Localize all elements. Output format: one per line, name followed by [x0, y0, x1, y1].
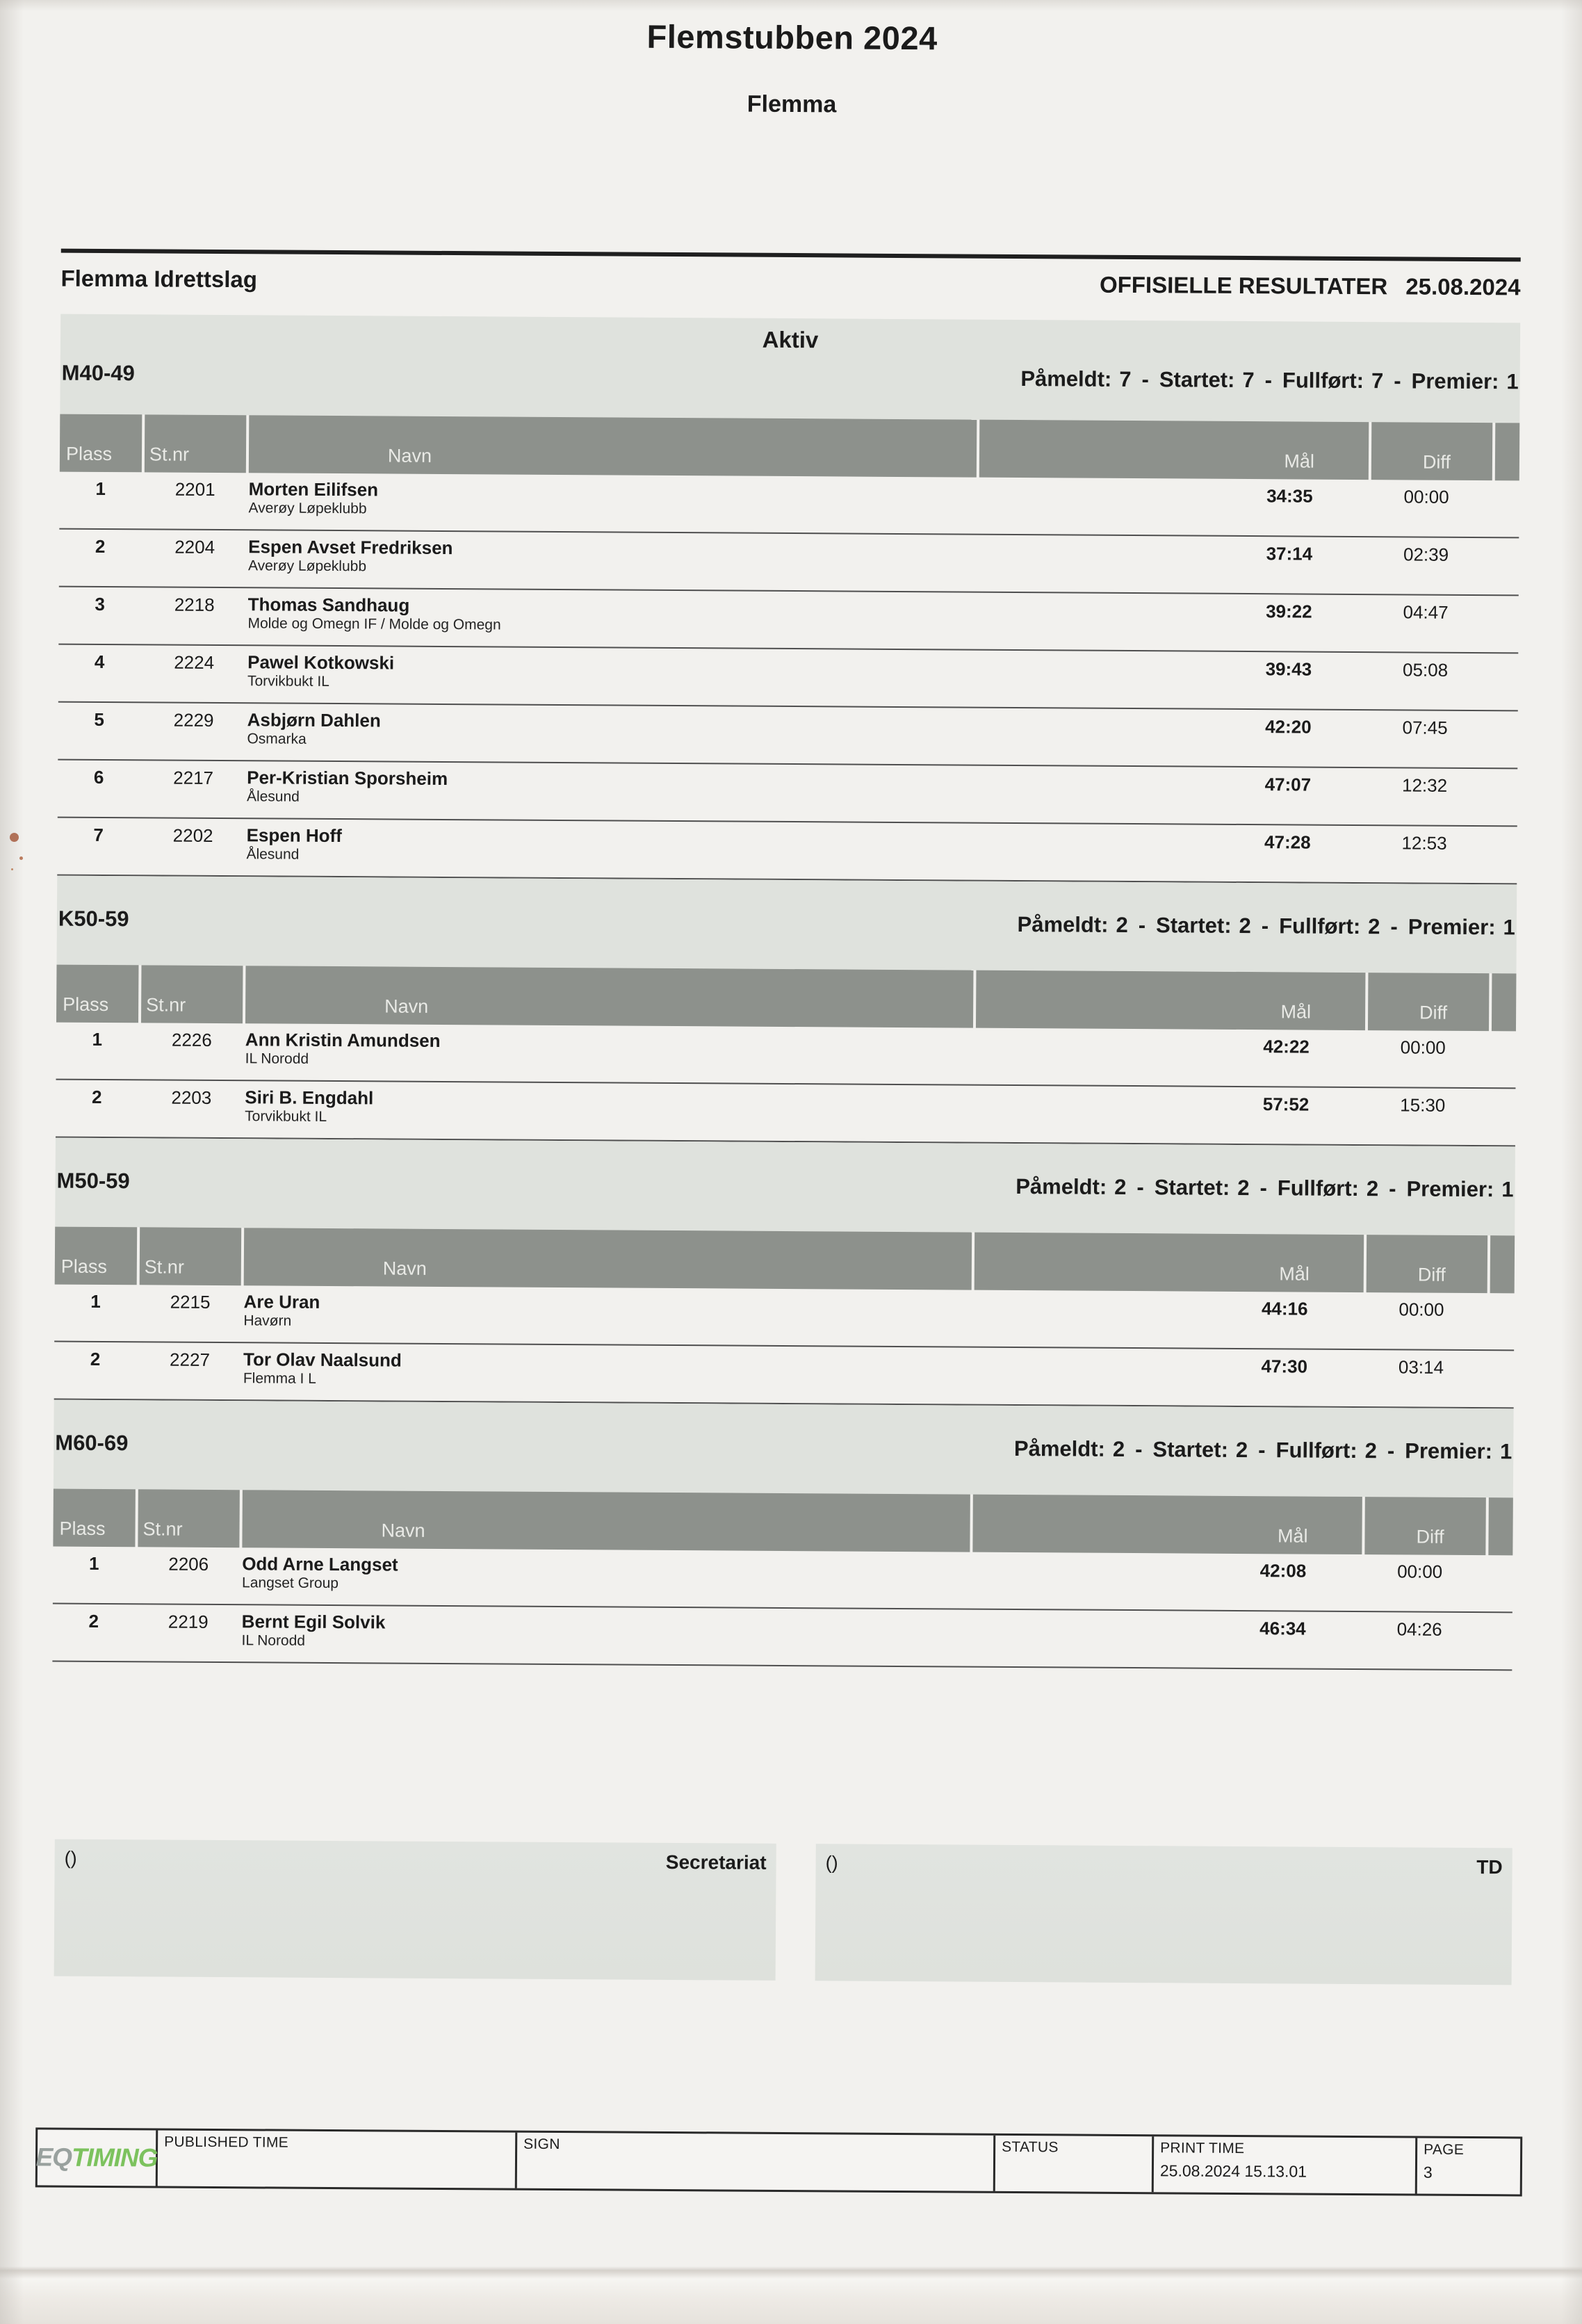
stat-separator: - [1394, 368, 1401, 393]
time-diff: 12:53 [1401, 832, 1447, 854]
column-header-maal: Mål [975, 1233, 1364, 1292]
section-band-k50-59 [57, 876, 1517, 974]
bib-number: 2229 [173, 709, 214, 731]
column-header-maal: Mål [979, 420, 1369, 480]
bib-number: 2215 [170, 1291, 211, 1313]
stat-separator: - [1136, 1175, 1144, 1200]
bib-number: 2217 [173, 767, 214, 788]
row-spare [1493, 717, 1517, 767]
section-stats [1016, 1174, 1514, 1202]
row-spare [1491, 1037, 1515, 1087]
stat-label-pameldt: Påmeldt: [1016, 1174, 1107, 1199]
athlete-name: Siri B. Engdahl [245, 1087, 374, 1109]
rank: 6 [93, 766, 104, 788]
finish-time: 42:08 [1259, 1560, 1307, 1582]
section-band-m60-69 [54, 1400, 1514, 1498]
section-stats [1017, 912, 1515, 940]
section-band-m50-59 [55, 1138, 1515, 1236]
section-title: M60-69 [55, 1430, 129, 1456]
bib-number: 2226 [171, 1029, 212, 1050]
time-diff: 12:32 [1401, 774, 1448, 796]
column-header-spare [1495, 423, 1520, 480]
row-spare [1494, 602, 1518, 652]
result-row [58, 587, 1518, 654]
athlete-name: Are Uran [243, 1291, 320, 1313]
result-row [58, 645, 1518, 712]
stat-label-fullfort: Fullført: [1279, 913, 1361, 939]
page-number: 3 [1423, 2163, 1433, 2181]
stat-label-fullfort: Fullført: [1277, 1176, 1360, 1201]
stat-value-startet: 2 [1235, 1437, 1248, 1463]
spacer [49, 1976, 1510, 2137]
athlete-club: Flemma I L [243, 1370, 316, 1387]
result-row [58, 703, 1517, 770]
stat-separator: - [1264, 368, 1273, 393]
finish-time: 47:07 [1264, 774, 1312, 795]
race-name: Flemma [747, 90, 837, 118]
section-header [60, 361, 1520, 395]
result-row [56, 1080, 1515, 1147]
result-row [53, 1547, 1512, 1614]
row-spare [1494, 544, 1519, 594]
rank: 1 [90, 1290, 101, 1312]
signature-area [54, 1839, 1515, 1985]
td-placeholder: () [825, 1852, 838, 1874]
sign-cell [517, 2133, 995, 2191]
row-spare [1488, 1561, 1512, 1611]
result-row [58, 761, 1517, 827]
rank: 3 [95, 593, 105, 615]
finish-time: 37:14 [1266, 543, 1313, 564]
stat-value-startet: 2 [1239, 913, 1251, 938]
time-diff: 07:45 [1402, 717, 1448, 738]
athlete-name: Odd Arne Langset [242, 1553, 398, 1575]
published-time-cell [158, 2130, 517, 2188]
stat-label-premier: Premier: [1408, 914, 1496, 940]
result-row [57, 818, 1517, 885]
result-row [56, 1023, 1515, 1089]
row-spare [1491, 1095, 1515, 1145]
stat-separator: - [1141, 367, 1149, 392]
time-diff: 02:39 [1403, 544, 1449, 565]
athlete-name: Morten Eilifsen [248, 478, 379, 501]
finish-time: 42:20 [1265, 716, 1312, 738]
column-header-stnr: St.nr [140, 1227, 242, 1285]
column-header-maal: Mål [976, 970, 1365, 1030]
results-table-header [55, 1227, 1515, 1294]
results-rows-k50-59 [56, 1023, 1516, 1147]
athlete-club: IL Norodd [241, 1632, 306, 1649]
athlete-name: Per-Kristian Sporsheim [247, 767, 448, 790]
print-footer-bar [35, 2127, 1522, 2196]
status-label: STATUS [1002, 2138, 1059, 2156]
stat-label-startet: Startet: [1155, 913, 1232, 938]
stat-separator: - [1258, 1438, 1266, 1463]
stat-label-startet: Startet: [1159, 367, 1235, 392]
stat-value-startet: 7 [1242, 367, 1255, 393]
row-spare [1487, 1619, 1512, 1669]
athlete-name: Espen Hoff [246, 824, 342, 847]
finish-time: 46:34 [1259, 1618, 1306, 1639]
column-header-navn: Navn [249, 415, 977, 477]
rank: 5 [94, 708, 104, 730]
row-spare [1490, 1357, 1514, 1407]
athlete-name: Bernt Egil Solvik [241, 1611, 386, 1633]
time-diff: 15:30 [1400, 1094, 1446, 1116]
stat-value-pameldt: 2 [1114, 1174, 1127, 1199]
athlete-club: Havørn [243, 1313, 292, 1329]
column-header-navn: Navn [245, 966, 973, 1027]
column-header-spare [1490, 1235, 1515, 1293]
column-header-stnr: St.nr [141, 965, 243, 1023]
rank: 2 [88, 1610, 99, 1632]
stat-value-fullfort: 2 [1368, 914, 1380, 939]
stat-separator: - [1259, 1176, 1267, 1201]
stat-separator: - [1389, 1176, 1396, 1201]
stat-value-pameldt: 7 [1119, 366, 1132, 392]
athlete-name: Tor Olav Naalsund [243, 1349, 402, 1371]
time-diff: 04:47 [1403, 601, 1449, 623]
published-time-label: PUBLISHED TIME [164, 2134, 289, 2151]
result-row [54, 1342, 1514, 1409]
column-header-maal: Mål [972, 1495, 1362, 1554]
stat-value-pameldt: 2 [1116, 912, 1128, 937]
time-diff: 05:08 [1402, 659, 1449, 681]
section-title: M50-59 [56, 1168, 130, 1194]
eq-timing-logo [35, 2129, 158, 2186]
section-header [57, 907, 1517, 941]
column-header-diff: Diff [1368, 973, 1490, 1031]
finish-time: 42:22 [1263, 1036, 1310, 1057]
row-spare [1490, 1299, 1514, 1349]
column-header-navn: Navn [242, 1490, 970, 1552]
athlete-name: Thomas Sandhaug [247, 594, 410, 616]
rank: 1 [88, 1552, 99, 1574]
stat-separator: - [1261, 913, 1269, 938]
print-time-value: 25.08.2024 15.13.01 [1159, 2161, 1307, 2181]
stat-separator: - [1138, 913, 1146, 938]
finish-time: 44:16 [1261, 1298, 1308, 1319]
stat-label-fullfort: Fullført: [1282, 368, 1364, 393]
organizer-name: Flemma Idrettslag [60, 265, 258, 293]
section-header [54, 1431, 1513, 1465]
results-header-label: OFFISIELLE RESULTATER [1099, 271, 1388, 300]
column-header-plass: Plass [56, 965, 139, 1023]
stat-value-premier: 1 [1501, 1177, 1514, 1202]
finish-time: 47:28 [1264, 831, 1311, 853]
stat-label-startet: Startet: [1154, 1175, 1230, 1200]
bib-number: 2206 [168, 1553, 209, 1575]
result-row [52, 1604, 1512, 1671]
logo-eq-text: EQ [35, 2143, 72, 2172]
athlete-club: IL Norodd [245, 1050, 309, 1067]
stat-label-pameldt: Påmeldt: [1013, 1436, 1106, 1461]
bib-number: 2219 [168, 1611, 209, 1632]
stat-separator: - [1387, 1438, 1395, 1463]
stat-label-startet: Startet: [1152, 1437, 1229, 1462]
event-title: Flemstubben 2024 [646, 17, 938, 57]
finish-time: 39:43 [1265, 658, 1312, 680]
time-diff: 00:00 [1400, 1037, 1446, 1058]
bib-number: 2202 [172, 824, 213, 846]
section-title: K50-59 [58, 906, 129, 932]
organizer-row [60, 253, 1520, 323]
stat-separator: - [1135, 1437, 1143, 1462]
stat-value-premier: 1 [1506, 369, 1519, 394]
athlete-name: Pawel Kotkowski [247, 651, 395, 674]
section-band-m40-49 [60, 314, 1520, 423]
print-time-cell [1154, 2136, 1417, 2193]
column-header-plass: Plass [53, 1489, 136, 1547]
finish-time: 39:22 [1266, 601, 1312, 622]
athlete-club: Averøy Løpeklubb [247, 558, 367, 575]
column-header-diff: Diff [1364, 1497, 1486, 1555]
bib-number: 2204 [174, 536, 215, 558]
result-row [59, 472, 1519, 539]
stat-label-pameldt: Påmeldt: [1020, 366, 1112, 391]
stat-label-pameldt: Påmeldt: [1017, 912, 1109, 937]
athlete-name: Espen Avset Fredriksen [248, 536, 453, 559]
status-cell [995, 2136, 1154, 2192]
class-group-title: Aktiv [762, 326, 819, 353]
page-cell [1417, 2138, 1520, 2195]
sign-label: SIGN [523, 2136, 560, 2153]
section-stats [1020, 366, 1519, 394]
finish-time: 57:52 [1262, 1094, 1310, 1115]
stat-value-fullfort: 7 [1371, 368, 1384, 393]
column-header-diff: Diff [1371, 422, 1493, 480]
page-label: PAGE [1424, 2141, 1465, 2158]
results-table-header [53, 1489, 1512, 1556]
time-diff: 00:00 [1398, 1299, 1444, 1320]
scan-ink-speck [10, 833, 19, 842]
finish-time: 34:35 [1266, 485, 1313, 507]
stat-separator: - [1390, 914, 1398, 939]
stat-label-premier: Premier: [1405, 1438, 1493, 1464]
bib-number: 2227 [170, 1349, 211, 1370]
bib-number: 2224 [174, 651, 215, 673]
row-spare [1494, 487, 1519, 537]
athlete-club: Averøy Løpeklubb [248, 500, 367, 517]
results-header [1100, 272, 1521, 301]
bib-number: 2218 [174, 594, 215, 615]
athlete-club: Ålesund [246, 788, 300, 805]
results-rows-m50-59 [54, 1285, 1515, 1409]
rank: 2 [90, 1348, 101, 1370]
stat-label-premier: Premier: [1411, 368, 1499, 394]
result-row [59, 530, 1519, 596]
row-spare [1494, 660, 1518, 710]
stat-value-pameldt: 2 [1112, 1436, 1125, 1461]
rank: 2 [95, 535, 106, 557]
results-rows-m60-69 [52, 1547, 1512, 1671]
time-diff: 00:00 [1403, 486, 1449, 507]
secretariat-label: Secretariat [665, 1851, 767, 1874]
row-spare [1492, 833, 1517, 883]
results-table-header [56, 965, 1516, 1032]
athlete-club: Ålesund [246, 846, 300, 863]
time-diff: 00:00 [1397, 1561, 1443, 1582]
athlete-club: Langset Group [242, 1575, 339, 1592]
column-header-spare [1488, 1497, 1513, 1555]
column-header-stnr: St.nr [145, 414, 247, 473]
rank: 4 [94, 651, 105, 672]
secretariat-signature-box [54, 1839, 776, 1981]
bib-number: 2203 [171, 1087, 212, 1108]
result-row [54, 1285, 1514, 1351]
print-time-label: PRINT TIME [1160, 2140, 1245, 2157]
rank: 1 [95, 478, 106, 499]
rank: 7 [93, 824, 104, 845]
section-header [55, 1169, 1515, 1203]
section-stats [1014, 1436, 1512, 1464]
page-content [35, 0, 1522, 2196]
time-diff: 03:14 [1398, 1356, 1444, 1378]
td-label: TD [1476, 1856, 1503, 1878]
results-table-header [60, 414, 1519, 481]
column-header-diff: Diff [1367, 1235, 1488, 1293]
column-header-navn: Navn [244, 1228, 972, 1290]
stat-label-premier: Premier: [1406, 1176, 1494, 1202]
athlete-club: Osmarka [247, 731, 307, 747]
column-header-plass: Plass [60, 414, 142, 473]
stat-value-fullfort: 2 [1366, 1176, 1379, 1201]
athlete-club: Torvikbukt IL [245, 1108, 327, 1125]
rank: 1 [92, 1028, 103, 1050]
athlete-name: Asbjørn Dahlen [247, 709, 381, 731]
athlete-club: Molde og Omegn IF / Molde og Omegn [247, 615, 501, 633]
column-header-spare [1492, 973, 1517, 1031]
results-rows-m40-49 [57, 472, 1519, 885]
row-spare [1493, 775, 1517, 825]
stat-value-startet: 2 [1237, 1175, 1250, 1201]
logo-timing-text: TIMING [71, 2143, 158, 2172]
finish-time: 47:30 [1261, 1356, 1308, 1377]
stat-label-fullfort: Fullført: [1275, 1438, 1357, 1463]
td-signature-box [815, 1844, 1512, 1985]
section-title: M40-49 [61, 360, 135, 386]
stat-value-fullfort: 2 [1364, 1438, 1378, 1463]
column-header-plass: Plass [55, 1227, 138, 1285]
spacer [51, 1662, 1512, 1848]
athlete-name: Ann Kristin Amundsen [245, 1029, 441, 1051]
rank: 2 [92, 1086, 102, 1107]
bib-number: 2201 [174, 478, 215, 500]
secretariat-placeholder: () [64, 1847, 77, 1869]
stat-value-premier: 1 [1499, 1439, 1512, 1464]
results-date: 25.08.2024 [1405, 273, 1521, 300]
column-header-stnr: St.nr [138, 1489, 240, 1547]
time-diff: 04:26 [1396, 1618, 1442, 1640]
athlete-club: Torvikbukt IL [247, 673, 329, 690]
stat-value-premier: 1 [1503, 915, 1515, 940]
